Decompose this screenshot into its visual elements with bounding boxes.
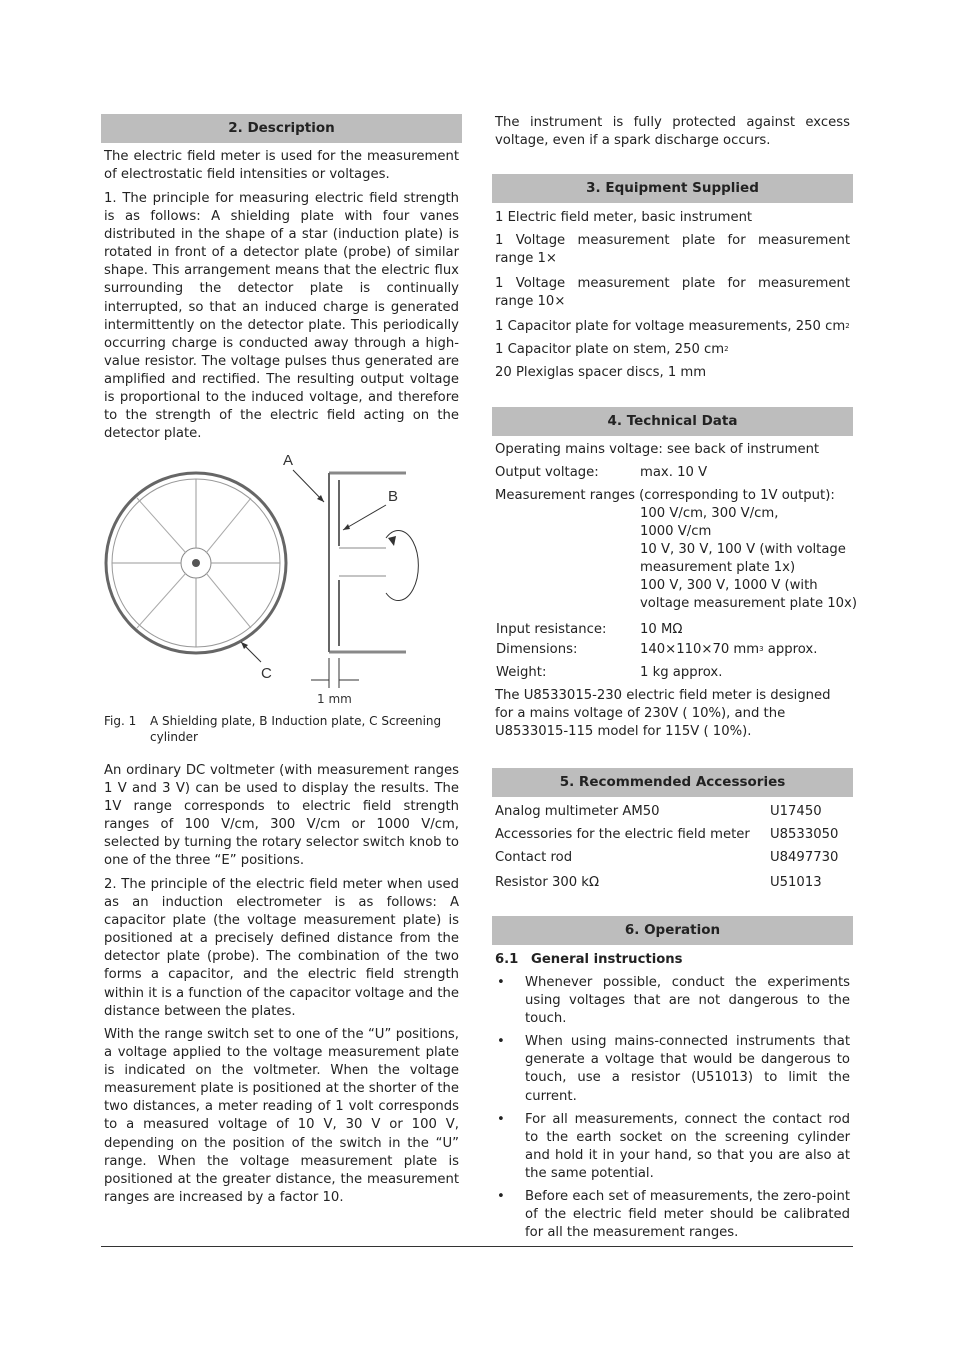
- tech-dimensions-suffix: approx.: [763, 642, 818, 657]
- accessory-code: U8533050: [770, 827, 839, 842]
- superscript: 2: [845, 322, 850, 330]
- description-principle-2: 2. The principle of the electric field meter when used as an induction electrometer is as follows: A capacitor plate (the voltage measurement plate) is positioned at a precisely defined distance from the detector plate (probe). The combination of the two forms a capacitor, and the electric field strength within it is a function of the capacitor voltage and the distance between the plates.: [104, 877, 459, 1019]
- figure-label-c: C: [261, 665, 272, 682]
- equipment-item: [495, 341, 850, 359]
- equipment-item: 1 Electric field meter, basic instrument: [495, 210, 753, 225]
- tech-models: The U8533015-230 electric field meter is designed for a mains voltage of 230V ( 10%), and the U8533015-115 model for 115V ( 10%).: [495, 688, 831, 740]
- operation-bullet-list: [495, 974, 850, 1242]
- accessory-code: U51013: [770, 875, 822, 890]
- description-voltmeter: An ordinary DC voltmeter (with measurement ranges 1 V and 3 V) can be used to display the results. The 1V range corresponds to electric field strength ranges of 100 V/cm, 300 V/cm or 1000 V/cm, selected by turning the rotary selector switch knob to one of the three “E” positions.: [104, 763, 459, 869]
- accessory-name: Accessories for the electric field meter: [495, 827, 750, 842]
- tech-range-line: measurement plate 1x): [640, 560, 796, 575]
- section-heading-equipment: 3. Equipment Supplied: [492, 174, 853, 203]
- tech-weight-label: Weight:: [496, 665, 547, 680]
- figure-label-a: A: [283, 452, 294, 469]
- figure-caption-number: Fig. 1: [104, 714, 137, 728]
- tech-input-value: 10 MΩ: [640, 622, 683, 637]
- operation-bullet: • When using mains-connected instruments that generate a voltage that would be dangerous to touch, use a resistor (U51013) to limit the current.: [495, 1033, 850, 1105]
- protection-text: The instrument is fully protected against excess voltage, even if a spark discharge occurs.: [495, 115, 850, 149]
- description-intro: The electric field meter is used for the measurement of electrostatic field intensities or voltages.: [104, 149, 459, 183]
- tech-range-line: 100 V, 300 V, 1000 V (with: [640, 578, 818, 593]
- tech-ranges-label: Measurement ranges (corresponding to 1V output):: [495, 488, 835, 503]
- superscript: 2: [724, 345, 729, 353]
- section-heading-technical: 4. Technical Data: [492, 407, 853, 436]
- tech-range-line: voltage measurement plate 10x): [640, 596, 857, 611]
- tech-range-line: 100 V/cm, 300 V/cm,: [640, 506, 779, 521]
- figure-1-diagram: [101, 448, 462, 710]
- equipment-item: 1 Voltage measurement plate for measurement range 10×: [495, 276, 850, 310]
- equipment-item: 20 Plexiglas spacer discs, 1 mm: [495, 365, 707, 380]
- accessory-code: U17450: [770, 804, 822, 819]
- tech-dimensions-value: [640, 641, 817, 659]
- side-view-plates: [329, 473, 418, 652]
- figure-dimension-label: 1 mm: [317, 692, 352, 706]
- shielding-disc: [106, 473, 286, 653]
- description-range-switch: With the range switch set to one of the “U” positions, a voltage applied to the voltage measurement plate is indicated on the voltmeter. When the voltage measurement plate is positioned at the shorter of the two distances, a meter reading of 1 volt corresponds to a measured voltage of 10 V, 30 V or 100 V, depending on the position of the switch in the “U” range. When the voltage measurement plate is positioned at the greater distance, the measurement ranges are increased by a factor 10.: [104, 1027, 459, 1205]
- tech-dimensions-number: 140×110×70 mm: [640, 642, 760, 657]
- equipment-item-text: 1 Capacitor plate on stem, 250 cm: [495, 342, 725, 357]
- tech-output-label: Output voltage:: [495, 465, 599, 480]
- accessory-name: Analog multimeter AM50: [495, 804, 660, 819]
- operation-subheading-title: General instructions: [531, 952, 683, 967]
- section-heading-accessories: 5. Recommended Accessories: [492, 768, 853, 797]
- tech-dimensions-label: Dimensions:: [496, 642, 578, 657]
- operation-subheading-number: 6.1: [495, 952, 519, 967]
- accessory-name: Resistor 300 kΩ: [495, 875, 600, 890]
- tech-output-value: max. 10 V: [640, 465, 708, 480]
- description-principle-1: 1. The principle for measuring electric field strength is as follows: A shielding plate with four vanes distributed in the shape of a star (induction plate) is rotated in front of a detector plate (probe) of similar shape. This arrangement means that the electric flux surrounding the detector plate is continually interrupted, so that an induced charge is generated intermittently on the detector plate. This periodically occurring charge is conducted away through a high-value resistor. The voltage pulses thus generated are amplified and rectified. The resulting output voltage is proportional to the induced voltage, and therefore to the strength of the electric field acting on the detector plate.: [104, 191, 459, 442]
- tech-input-label: Input resistance:: [496, 622, 607, 637]
- tech-weight-value: 1 kg approx.: [640, 665, 723, 680]
- superscript: 3: [759, 645, 764, 653]
- accessory-name: Contact rod: [495, 850, 573, 865]
- accessory-code: U8497730: [770, 850, 839, 865]
- tech-range-line: 1000 V/cm: [640, 524, 712, 539]
- equipment-item-text: 1 Capacitor plate for voltage measurements, 250 cm: [495, 319, 846, 334]
- tech-range-line: 10 V, 30 V, 100 V (with voltage: [640, 542, 846, 557]
- figure-caption-text: A Shielding plate, B Induction plate, C Screening cylinder: [150, 714, 442, 744]
- figure-label-b: B: [388, 488, 399, 505]
- operation-bullet: • For all measurements, connect the contact rod to the earth socket on the screening cylinder and hold it in your hand, so that you are also at the same potential.: [495, 1111, 850, 1183]
- section-heading-operation: 6. Operation: [492, 916, 853, 945]
- tech-mains: Operating mains voltage: see back of instrument: [495, 442, 820, 457]
- equipment-item: [495, 318, 850, 336]
- section-heading-description: 2. Description: [101, 114, 462, 143]
- equipment-item: 1 Voltage measurement plate for measurement range 1×: [495, 233, 850, 267]
- operation-bullet: • Whenever possible, conduct the experiments using voltages that are not dangerous to the touch.: [495, 974, 850, 1028]
- operation-bullet: • Before each set of measurements, the zero-point of the electric field meter should be calibrated for all the measurement ranges.: [495, 1188, 850, 1242]
- footer-rule: [101, 1246, 853, 1247]
